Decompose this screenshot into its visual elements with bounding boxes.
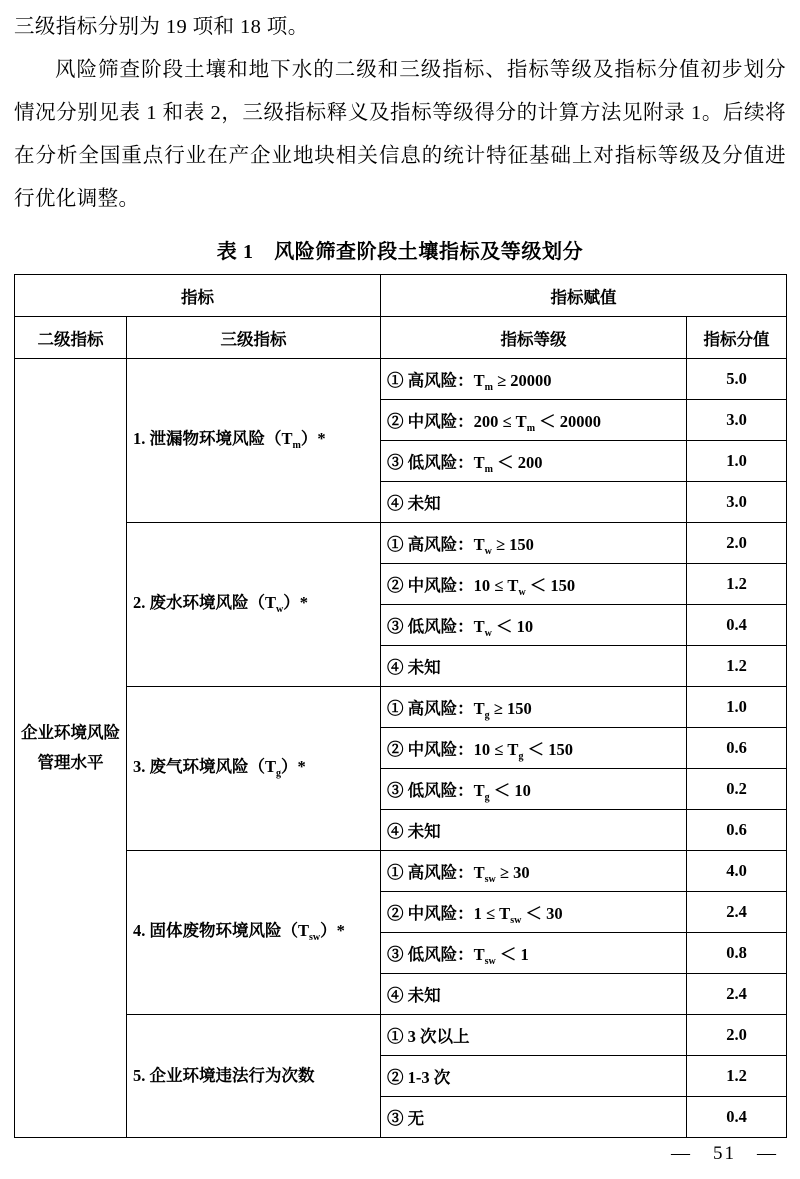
cell-score: 1.2 (687, 564, 787, 605)
cell-grade: ④ 未知 (381, 646, 687, 687)
cell-level3: 5. 企业环境违法行为次数 (127, 1015, 381, 1138)
cell-score: 2.4 (687, 974, 787, 1015)
table-row (15, 359, 787, 400)
cell-score: 0.4 (687, 1097, 787, 1138)
cell-grade: ① 高风险：$T_{sw} \ge 30$ (381, 851, 687, 892)
cell-grade: ① 高风险：$T_w \ge 150$ (381, 523, 687, 564)
cell-grade: ④ 未知 (381, 974, 687, 1015)
cell-grade: ② 中风险：$10 \le T_g < 150$ (381, 728, 687, 769)
cell-score: 2.0 (687, 523, 787, 564)
cell-grade: ④ 未知 (381, 482, 687, 523)
cell-score: 0.8 (687, 933, 787, 974)
cell-grade: ① 高风险：$T_g \ge 150$ (381, 687, 687, 728)
cell-grade: ① 高风险：$T_m \ge 20000$ (381, 359, 687, 400)
cell-grade: ② 中风险：$1 \le T_{sw} < 30$ (381, 892, 687, 933)
header-indicator: 指标 (15, 275, 381, 317)
table-row (15, 523, 787, 564)
cell-grade: ③ 低风险：$T_m < 200$ (381, 441, 687, 482)
cell-grade: ② 中风险：$200 \le T_m < 20000$ (381, 400, 687, 441)
header-level3: 三级指标 (127, 317, 381, 359)
cell-score: 0.6 (687, 728, 787, 769)
cell-score: 1.2 (687, 646, 787, 687)
cell-score: 2.4 (687, 892, 787, 933)
cell-score: 0.4 (687, 605, 787, 646)
table-row (15, 687, 787, 728)
cell-grade: ① 3 次以上 (381, 1015, 687, 1056)
cell-level3: 2. 废水环境风险$(T_w)*$ (127, 523, 381, 687)
cell-grade: ③ 低风险：$T_{sw} < 1$ (381, 933, 687, 974)
cell-score: 0.2 (687, 769, 787, 810)
cell-grade: ③ 低风险：$T_g < 10$ (381, 769, 687, 810)
cell-grade: ③ 低风险：$T_w < 10$ (381, 605, 687, 646)
cell-score: 1.2 (687, 1056, 787, 1097)
header-level2: 二级指标 (15, 317, 127, 359)
cell-grade: ② 1-3 次 (381, 1056, 687, 1097)
cell-score: 3.0 (687, 482, 787, 523)
cell-grade: ③ 无 (381, 1097, 687, 1138)
header-score: 指标分值 (687, 317, 787, 359)
table-header-row-sub (15, 317, 787, 359)
cell-score: 5.0 (687, 359, 787, 400)
table-row (15, 851, 787, 892)
cell-level2: 企业环境风险管理水平 (15, 359, 127, 1138)
table-caption: 表 1 风险筛查阶段土壤指标及等级划分 (216, 241, 584, 263)
header-grade: 指标等级 (381, 317, 687, 359)
cell-score: 0.6 (687, 810, 787, 851)
cell-score: 2.0 (687, 1015, 787, 1056)
cell-level3: 4. 固体废物环境风险$(T_{sw})*$ (127, 851, 381, 1015)
cell-level3: 1. 泄漏物环境风险$(T_m)*$ (127, 359, 381, 523)
cell-grade: ④ 未知 (381, 810, 687, 851)
cell-score: 3.0 (687, 400, 787, 441)
cell-level3: 3. 废气环境风险$(T_g)*$ (127, 687, 381, 851)
cell-grade: ② 中风险：$10 \le T_w < 150$ (381, 564, 687, 605)
cell-score: 1.0 (687, 687, 787, 728)
table-header-row-top (15, 275, 787, 317)
cell-score: 4.0 (687, 851, 787, 892)
header-assignment: 指标赋值 (381, 275, 787, 317)
soil-indicator-table (14, 274, 787, 1138)
cell-score: 1.0 (687, 441, 787, 482)
table-row (15, 1015, 787, 1056)
page-number: — 51 — (670, 1143, 778, 1164)
paragraph-2: 风险筛查阶段土壤和地下水的二级和三级指标、指标等级及指标分值初步划分情况分别见表 1 和表 2，三级指标释义及指标等级得分的计算方法见附录 1。后续将在分析全国重点行业在产企业地块相关信息的统计特征基础上对指标等级及分值进行优化调整。 (14, 59, 786, 210)
paragraph-1: 三级指标分别为 19 项和 18 项。 (14, 16, 309, 38)
